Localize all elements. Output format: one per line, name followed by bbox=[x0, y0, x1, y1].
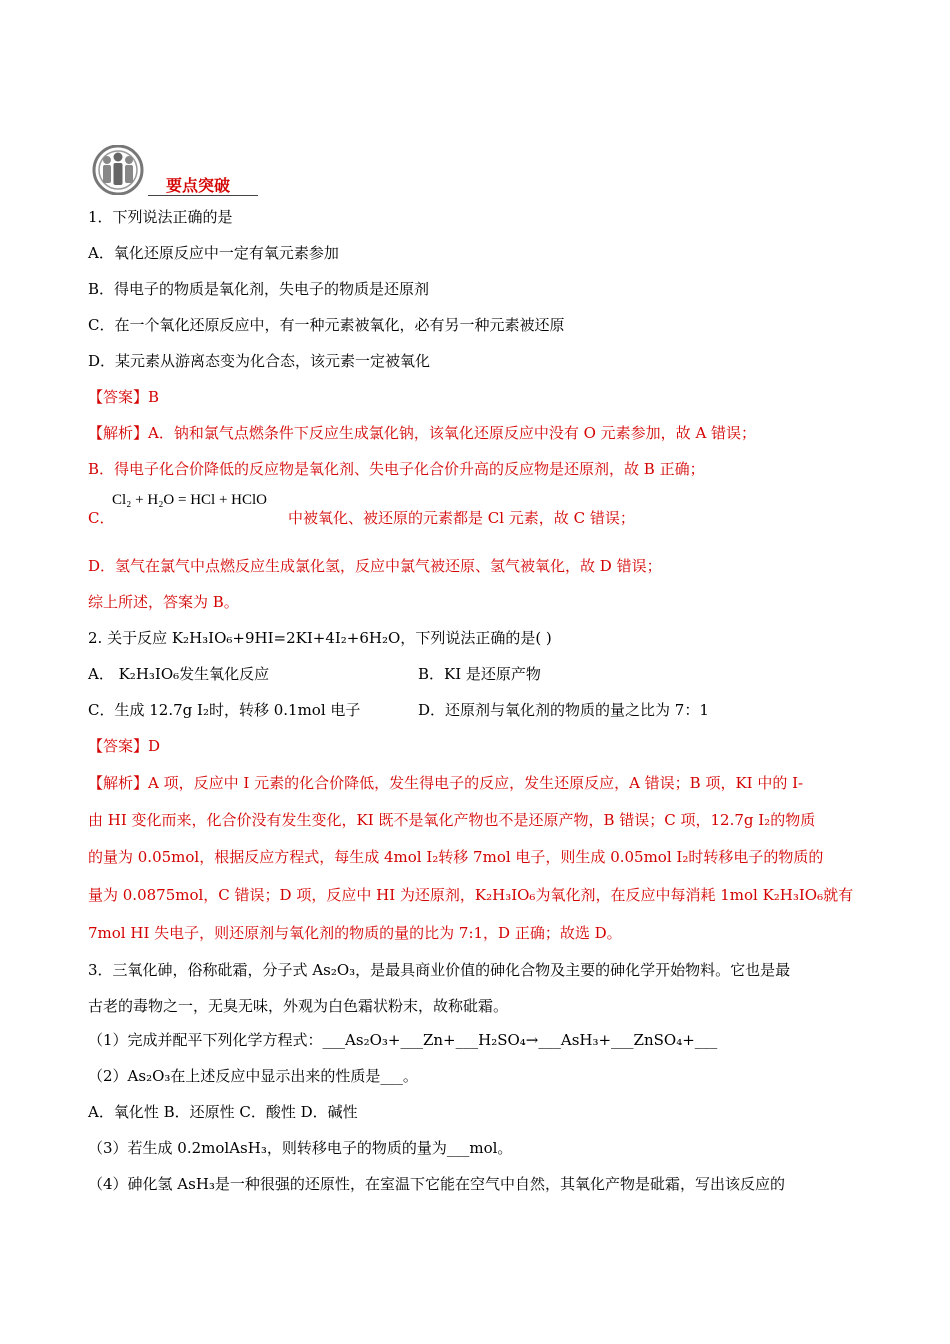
q2-option-b: B．KI 是还原产物 bbox=[418, 665, 541, 683]
q2-explanation-2: 由 HI 变化而来，化合价没有发生变化，KI 既不是氧化产物也不是还原产物，B 错误；C 项，12.7g I₂的物质 bbox=[88, 811, 816, 829]
q3-stem-2: 古老的毒物之一，无臭无味，外观为白色霜状粉末，故称砒霜。 bbox=[88, 997, 509, 1015]
people-group-icon bbox=[88, 145, 148, 195]
section-header bbox=[88, 145, 258, 195]
q3-part-2: （2）As₂O₃在上述反应中显示出来的性质是___。 bbox=[88, 1067, 418, 1085]
q1-explanation-1: 【解析】A．钠和氯气点燃条件下反应生成氯化钠，该氧化还原反应中没有 O 元素参加，故 A 错误； bbox=[88, 424, 757, 442]
section-title: 要点突破 bbox=[166, 176, 231, 195]
q1-explanation-4: D．氢气在氯气中点燃反应生成氯化氢，反应中氯气被还原、氢气被氧化，故 D 错误； bbox=[88, 557, 662, 575]
q1-answer: 【答案】B bbox=[88, 388, 160, 406]
q2-option-d: D．还原剂与氧化剂的物质的量之比为 7：1 bbox=[418, 701, 709, 719]
q1-explanation-3-prefix: C． bbox=[88, 509, 115, 527]
q2-explanation-5: 7mol HI 失电子，则还原剂与氧化剂的物质的量的比为 7:1，D 正确；故选 D。 bbox=[88, 924, 622, 942]
q1-explanation-5: 综上所述，答案为 B。 bbox=[88, 593, 239, 611]
q2-option-c: C．生成 12.7g I₂时，转移 0.1mol 电子 bbox=[88, 701, 361, 719]
q1-option-a: A．氧化还原反应中一定有氧元素参加 bbox=[88, 244, 339, 262]
q1-stem: 1．下列说法正确的是 bbox=[88, 208, 233, 226]
q3-options: A．氧化性 B．还原性 C．酸性 D．碱性 bbox=[88, 1103, 358, 1121]
q2-stem: 2. 关于反应 K₂H₃IO₆+9HI=2KI+4I₂+6H₂O，下列说法正确的是( ) bbox=[88, 629, 552, 647]
q3-part-3: （3）若生成 0.2molAsH₃，则转移电子的物质的量为___mol。 bbox=[88, 1139, 513, 1157]
title-underline bbox=[148, 195, 258, 196]
q3-part-4: （4）砷化氢 AsH₃是一种很强的还原性，在室温下它能在空气中自然，其氧化产物是砒霜，写出该反应的 bbox=[88, 1175, 785, 1193]
q2-explanation-1: 【解析】A 项，反应中 I 元素的化合价降低，发生得电子的反应，发生还原反应，A 错误；B 项，KI 中的 I- bbox=[88, 774, 804, 792]
q1-explanation-2: B．得电子化合价降低的反应物是氧化剂、失电子化合价升高的反应物是还原剂，故 B 正确； bbox=[88, 460, 705, 478]
q2-explanation-4: 量为 0.0875mol，C 错误；D 项，反应中 HI 为还原剂，K₂H₃IO₆为氧化剂，在反应中每消耗 1mol K₂H₃IO₆就有 bbox=[88, 886, 854, 904]
q2-option-a: A． K₂H₃IO₆发生氧化反应 bbox=[88, 665, 270, 683]
q1-option-c: C．在一个氧化还原反应中，有一种元素被氧化，必有另一种元素被还原 bbox=[88, 316, 565, 334]
chemical-equation: Cl₂ + H₂O = HCl + HClO bbox=[112, 492, 268, 508]
q3-stem-1: 3．三氧化砷，俗称砒霜，分子式 As₂O₃，是最具商业价值的砷化合物及主要的砷化学开始物料。它也是最 bbox=[88, 961, 791, 979]
q2-explanation-3: 的量为 0.05mol，根据反应方程式，每生成 4mol I₂转移 7mol 电子，则生成 0.05mol I₂时转移电子的物质的 bbox=[88, 848, 824, 866]
q1-option-d: D．某元素从游离态变为化合态，该元素一定被氧化 bbox=[88, 352, 431, 370]
q2-answer: 【答案】D bbox=[88, 737, 161, 755]
q3-part-1: （1）完成并配平下列化学方程式：___As₂O₃+___Zn+___H₂SO₄→___AsH₃+___ZnSO₄+___ bbox=[88, 1031, 718, 1049]
q1-explanation-3-suffix: 中被氧化、被还原的元素都是 Cl 元素，故 C 错误； bbox=[288, 509, 635, 527]
q1-option-b: B．得电子的物质是氧化剂，失电子的物质是还原剂 bbox=[88, 280, 430, 298]
